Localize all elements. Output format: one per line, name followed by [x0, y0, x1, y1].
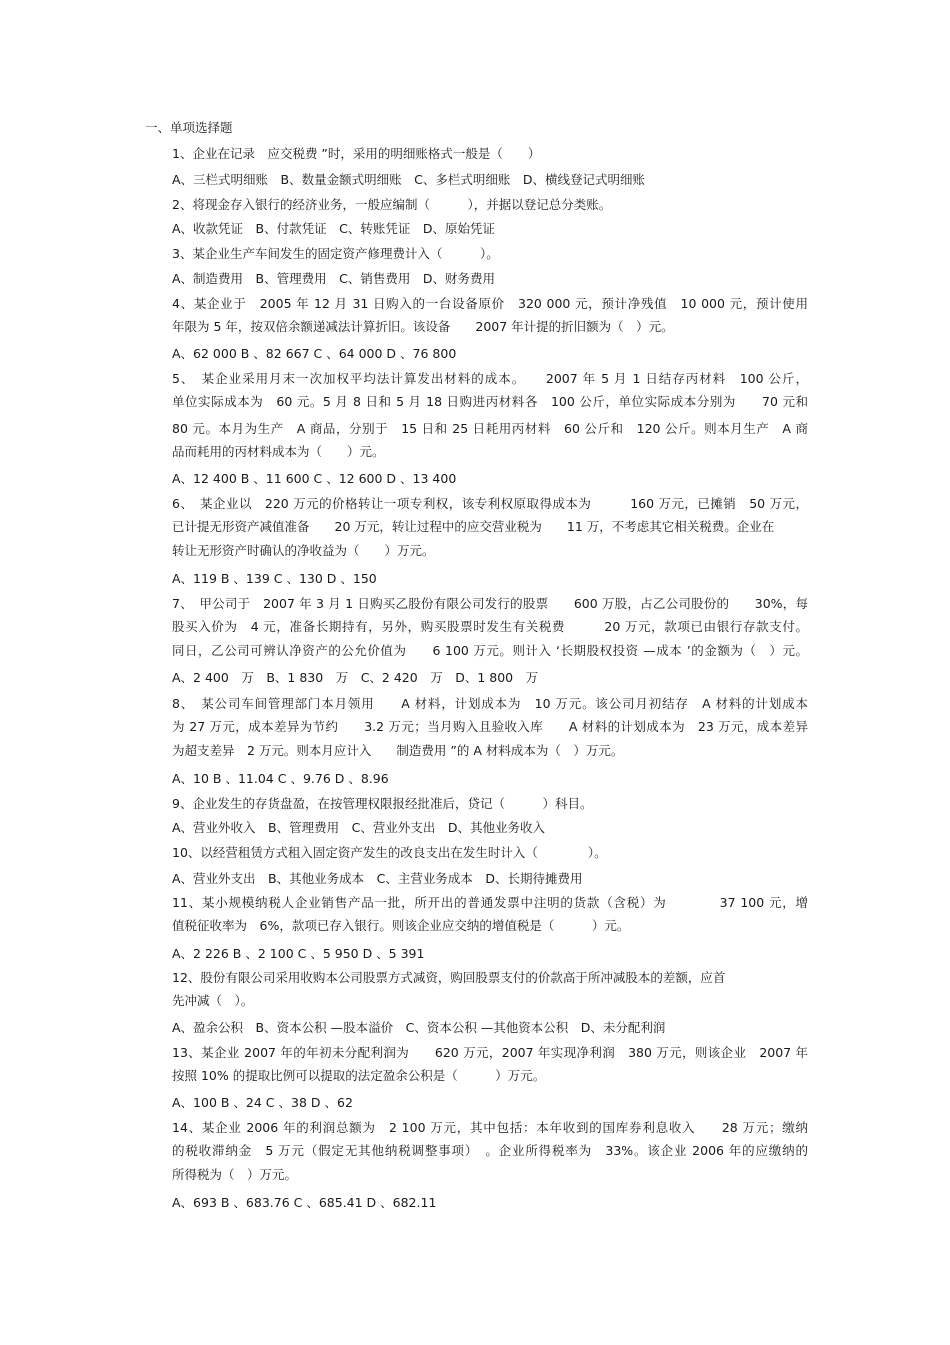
question-12-options: A、盈余公积 B、资本公积 —股本溢价 C、资本公积 —其他资本公积 D、未分配利润: [172, 1020, 666, 1035]
question-11-line-1: 11、某小规模纳税人企业销售产品一批，所开出的普通发票中注明的货款（含税）为 37 100 元，增: [172, 895, 808, 910]
question-11-options: A、2 226 B 、2 100 C 、5 950 D 、5 391: [172, 946, 425, 961]
question-4-options: A、62 000 B 、82 667 C 、64 000 D 、76 800: [172, 346, 457, 361]
question-9-line-1: 9、企业发生的存货盘盈，在按管理权限报经批准后，贷记（ ）科目。: [172, 796, 593, 811]
question-8-line-3: 为超支差异 2 万元。则本月应计入 制造费用 ”的 A 材料成本为（ ）万元。: [172, 743, 624, 758]
question-8-line-1: 8、 某公司车间管理部门本月领用 A 材料，计划成本为 10 万元。该公司月初结存 A 材料的计划成本: [172, 696, 808, 711]
question-10-line-1: 10、以经营租赁方式租入固定资产发生的改良支出在发生时计入（ ）。: [172, 845, 607, 860]
question-6-line-2: 已计提无形资产减值准备 20 万元，转让过程中的应交营业税为 11 万，不考虑其它相关税费。企业在: [172, 519, 775, 534]
question-5-line-4: 品而耗用的丙材料成本为（ ）元。: [172, 444, 385, 459]
question-1-line-1: 1、企业在记录 应交税费 ”时，采用的明细账格式一般是（ ）: [172, 146, 541, 161]
question-8-options: A、10 B 、11.04 C 、9.76 D 、8.96: [172, 771, 389, 786]
question-14-line-2: 的税收滞纳金 5 万元（假定无其他纳税调整事项） 。企业所得税率为 33%。该企业 2006 年的应缴纳的: [172, 1143, 808, 1158]
question-9-options: A、营业外收入 B、管理费用 C、营业外支出 D、其他业务收入: [172, 820, 545, 835]
question-7-line-3: 同日，乙公司可辨认净资产的公允价值为 6 100 万元。则计入 ‘长期股权投资 —成本 ’的金额为（ ）元。: [172, 643, 808, 658]
question-14-line-1: 14、某企业 2006 年的利润总额为 2 100 万元，其中包括：本年收到的国库券利息收入 28 万元；缴纳: [172, 1120, 808, 1135]
question-3-options: A、制造费用 B、管理费用 C、销售费用 D、财务费用: [172, 271, 495, 286]
question-13-line-1: 13、某企业 2007 年的年初未分配利润为 620 万元，2007 年实现净利润 380 万元，则该企业 2007 年: [172, 1045, 808, 1060]
question-5-line-2: 单位实际成本为 60 元。5 月 8 日和 5 月 18 日购进丙材料各 100 公斤，单位实际成本分别为 70 元和: [172, 394, 808, 409]
question-6-line-3: 转让无形资产时确认的净收益为（ ）万元。: [172, 543, 435, 558]
question-11-line-2: 值税征收率为 6%，款项已存入银行。则该企业应交纳的增值税是（ ）元。: [172, 918, 630, 933]
question-6-line-1: 6、 某企业以 220 万元的价格转让一项专利权，该专利权原取得成本为 160 万元，已摊销 50 万元，: [172, 496, 808, 511]
question-5-line-1: 5、 某企业采用月末一次加权平均法计算发出材料的成本。 2007 年 5 月 1 日结存丙材料 100 公斤，: [172, 371, 808, 386]
question-6-options: A、119 B 、139 C 、130 D 、150: [172, 571, 377, 586]
section-title: 一、单项选择题: [145, 120, 233, 135]
question-5-options: A、12 400 B 、11 600 C 、12 600 D 、13 400: [172, 471, 457, 486]
question-10-options: A、营业外支出 B、其他业务成本 C、主营业务成本 D、长期待摊费用: [172, 871, 583, 886]
question-2-options: A、收款凭证 B、付款凭证 C、转账凭证 D、原始凭证: [172, 221, 495, 236]
question-14-options: A、693 B 、683.76 C 、685.41 D 、682.11: [172, 1195, 437, 1210]
question-4-line-2: 年限为 5 年，按双倍余额递减法计算折旧。该设备 2007 年计提的折旧额为（ ）元。: [172, 319, 674, 334]
question-5-line-3: 80 元。本月为生产 A 商品，分别于 15 日和 25 日耗用丙材料 60 公斤和 120 公斤。则本月生产 A 商: [172, 421, 808, 436]
question-1-options: A、三栏式明细账 B、数量金额式明细账 C、多栏式明细账 D、横线登记式明细账: [172, 172, 645, 187]
question-7-line-2: 股买入价为 4 元，准备长期持有，另外，购买股票时发生有关税费 20 万元，款项已由银行存款支付。: [172, 619, 808, 634]
question-12-line-1: 12、股份有限公司采用收购本公司股票方式减资，购回股票支付的价款高于所冲减股本的差额，应首: [172, 970, 726, 985]
question-8-line-2: 为 27 万元，成本差异为节约 3.2 万元；当月购入且验收入库 A 材料的计划成本为 23 万元，成本差异: [172, 719, 808, 734]
question-4-line-1: 4、某企业于 2005 年 12 月 31 日购入的一台设备原价 320 000 元，预计净残值 10 000 元，预计使用: [172, 296, 808, 311]
question-13-options: A、100 B 、24 C 、38 D 、62: [172, 1095, 353, 1110]
question-3-line-1: 3、某企业生产车间发生的固定资产修理费计入（ ）。: [172, 246, 499, 261]
question-12-line-2: 先冲减（ ）。: [172, 993, 254, 1008]
question-13-line-2: 按照 10% 的提取比例可以提取的法定盈余公积是（ ）万元。: [172, 1068, 546, 1083]
question-14-line-3: 所得税为（ ）万元。: [172, 1167, 298, 1182]
question-2-line-1: 2、将现金存入银行的经济业务，一般应编制（ ），并据以登记总分类账。: [172, 197, 612, 212]
question-7-line-1: 7、 甲公司于 2007 年 3 月 1 日购买乙股份有限公司发行的股票 600 万股，占乙公司股份的 30%，每: [172, 596, 808, 611]
question-7-options: A、2 400 万 B、1 830 万 C、2 420 万 D、1 800 万: [172, 670, 539, 685]
